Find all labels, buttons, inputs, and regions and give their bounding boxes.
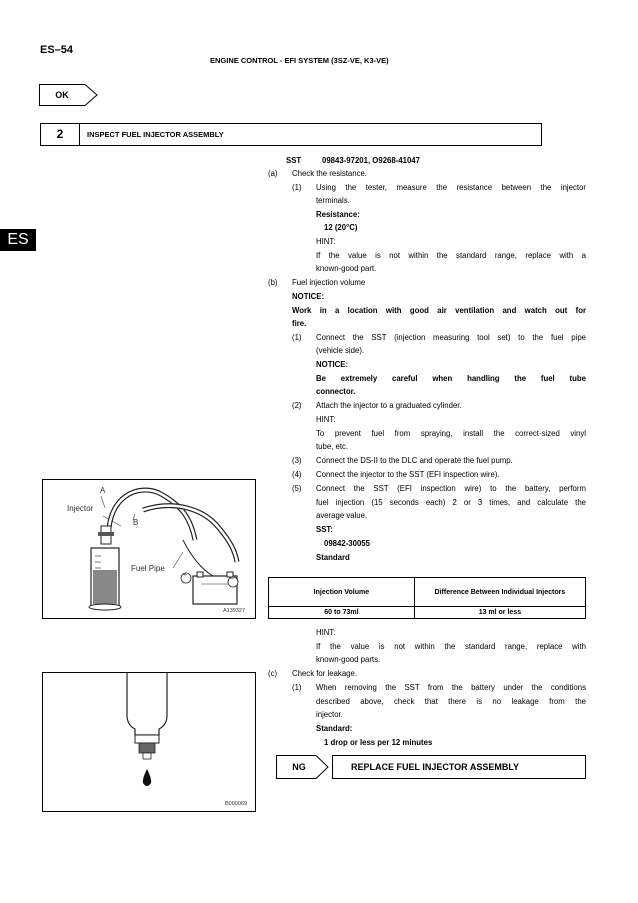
sst-value: 09843-97201, O9268-41047 xyxy=(322,156,420,165)
injection-volume-table xyxy=(268,577,586,619)
page-number: ES–54 xyxy=(40,44,74,56)
item-b2-hint-line1: To prevent fuel from spraying, install the correct-sized vinyl xyxy=(316,429,586,438)
item-a1-mark: (1) xyxy=(292,183,302,192)
item-b-notice-line2: fire. xyxy=(292,319,307,328)
table-header-difference: Difference Between Individual Injectors xyxy=(414,578,585,607)
item-b4-mark: (4) xyxy=(292,470,302,479)
item-a1-line1: Using the tester, measure the resistance between the injector xyxy=(316,183,586,192)
step-number: 2 xyxy=(41,124,80,145)
table-header-row xyxy=(269,578,586,607)
injector-drip-illustration xyxy=(43,673,255,811)
after-table-hint-label: HINT: xyxy=(316,628,336,637)
item-b5-sst-value: 09842-30055 xyxy=(324,539,370,548)
item-b2-hint-line2: tube, etc. xyxy=(316,442,349,451)
table-cell-injection-volume: 60 to 73ml xyxy=(269,607,415,619)
table-header-injection-volume: Injection Volume xyxy=(269,578,415,607)
table-cell-difference: 13 ml or less xyxy=(414,607,585,619)
item-b5-mark: (5) xyxy=(292,484,302,493)
item-c1-mark: (1) xyxy=(292,683,302,692)
figure-label-fuel-pipe: Fuel Pipe xyxy=(131,564,165,573)
resistance-label: Resistance: xyxy=(316,210,360,219)
item-b1-mark: (1) xyxy=(292,333,302,342)
item-b-notice-label: NOTICE: xyxy=(292,292,325,301)
item-c-standard-value: 1 drop or less per 12 minutes xyxy=(324,738,433,747)
item-b1-line1: Connect the SST (injection measuring tool set) to the fuel pipe xyxy=(316,333,586,342)
ng-label: NG xyxy=(292,762,306,772)
item-b1-notice-label: NOTICE: xyxy=(316,360,349,369)
figure-label-a: A xyxy=(100,486,106,495)
sst-label: SST xyxy=(286,156,302,165)
figure-label-b: B xyxy=(133,518,139,527)
ok-label: OK xyxy=(55,90,69,100)
item-b2-mark: (2) xyxy=(292,401,302,410)
item-b2-text: Attach the injector to a graduated cylinder. xyxy=(316,401,462,410)
item-a-text: Check the resistance. xyxy=(292,169,367,178)
figure-leakage-check xyxy=(42,672,256,812)
item-b2-hint-label: HINT: xyxy=(316,415,336,424)
figure-id: B000069 xyxy=(225,801,248,807)
injector-test-illustration xyxy=(43,480,255,618)
item-c1-line2: described above, check that there is no leakage from the xyxy=(316,697,586,706)
figure-injection-volume-test xyxy=(42,479,256,619)
figure-label-minus: − xyxy=(230,576,235,583)
item-b5-line2: fuel injection (15 seconds each) 2 or 3 times, and calculate the xyxy=(316,498,586,507)
figure-label-plus: + xyxy=(183,572,188,579)
after-table-hint-line2: known-good parts. xyxy=(316,655,381,664)
item-b1-notice-line1: Be extremely careful when handling the fuel tube xyxy=(316,374,586,383)
resistance-value: 12 (20°C) xyxy=(324,223,358,232)
after-table-hint-line1: If the value is not within the standard range, replace with xyxy=(316,642,586,651)
page-header: ENGINE CONTROL - EFI SYSTEM (3SZ-VE, K3-VE) xyxy=(210,56,389,65)
item-b-mark: (b) xyxy=(268,278,278,287)
item-b3-text: Connect the DS-II to the DLC and operate the fuel pump. xyxy=(316,456,513,465)
item-a-mark: (a) xyxy=(268,169,278,178)
item-c1-line3: injector. xyxy=(316,710,343,719)
item-b-notice-line1: Work in a location with good air ventilation and watch out for xyxy=(292,306,586,315)
ng-result-text: REPLACE FUEL INJECTOR ASSEMBLY xyxy=(332,755,586,779)
step-title: INSPECT FUEL INJECTOR ASSEMBLY xyxy=(87,130,224,139)
item-c-mark: (c) xyxy=(268,669,278,678)
item-a1-line2: terminals. xyxy=(316,196,350,205)
item-b5-standard-label: Standard xyxy=(316,553,350,562)
section-tab: ES xyxy=(0,229,36,251)
figure-id: A139327 xyxy=(223,608,246,614)
item-b5-sst-label: SST: xyxy=(316,525,333,534)
item-b1-notice-line2: connector. xyxy=(316,387,356,396)
ok-result-marker xyxy=(39,84,99,106)
item-b5-line1: Connect the SST (EFI inspection wire) to the battery, perform xyxy=(316,484,586,493)
item-c-text: Check for leakage. xyxy=(292,669,358,678)
item-b4-text: Connect the injector to the SST (EFI inspection wire). xyxy=(316,470,500,479)
figure-label-injector: Injector xyxy=(67,504,94,513)
item-c1-line1: When removing the SST from the battery under the conditions xyxy=(316,683,586,692)
item-b1-line2: (vehicle side). xyxy=(316,346,365,355)
step-header xyxy=(40,123,542,146)
item-b-text: Fuel injection volume xyxy=(292,278,366,287)
item-a-hint-line2: known-good part. xyxy=(316,264,377,273)
table-row xyxy=(269,607,586,619)
item-b5-line3: average value. xyxy=(316,511,368,520)
item-a-hint-label: HINT: xyxy=(316,237,336,246)
ng-result-marker xyxy=(276,755,586,779)
item-c-standard-label: Standard: xyxy=(316,724,353,733)
item-a-hint-line1: If the value is not within the standard range, replace with a xyxy=(316,251,586,260)
item-b3-mark: (3) xyxy=(292,456,302,465)
